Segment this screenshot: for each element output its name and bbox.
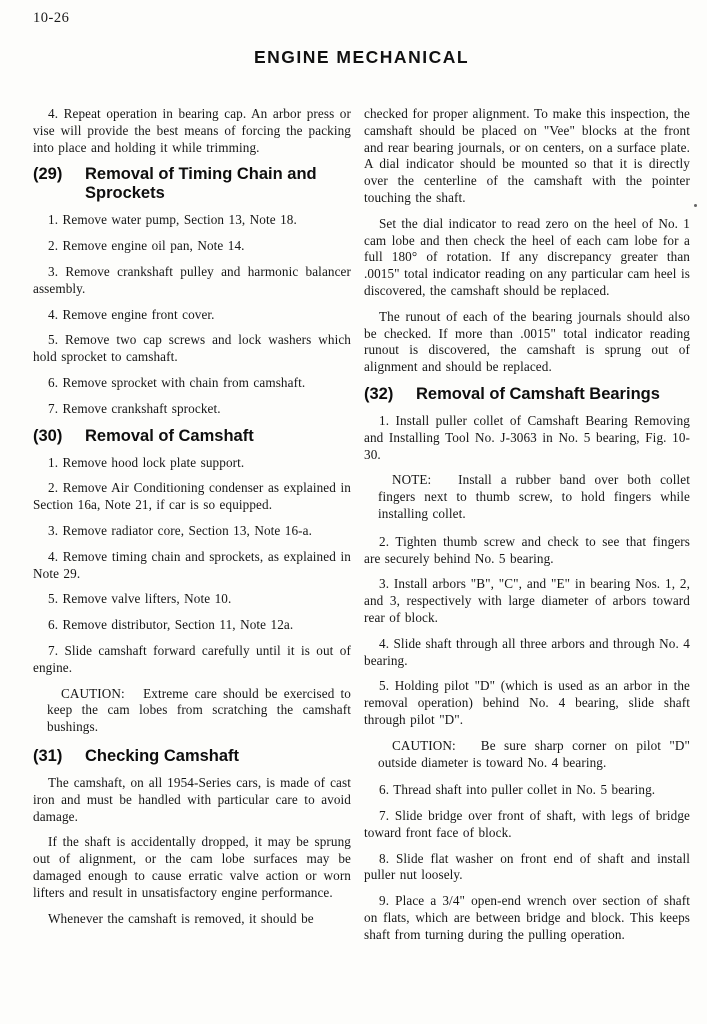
list-item: 7. Remove crankshaft sprocket. bbox=[48, 400, 221, 416]
list-item: 3. Install arbors "B", "C", and "E" in bearing Nos. 1, 2, and 3, respectively with large diameter of arbors toward rear of block. bbox=[364, 576, 690, 625]
paragraph: If the shaft is accidentally dropped, it may be sprung out of alignment, or the cam lobe surfaces may be damaged enough to cause erratic valve action or worn lifters and result in unsatisfactory engine performance. bbox=[33, 834, 351, 900]
two-column-layout bbox=[33, 106, 690, 953]
section-number: (31) bbox=[33, 746, 63, 765]
list-item: 6. Remove distributor, Section 11, Note 12a. bbox=[48, 617, 294, 633]
section-title: Checking Camshaft bbox=[85, 746, 240, 765]
section-heading-31 bbox=[33, 747, 351, 766]
list-item: 1. Remove water pump, Section 13, Note 18. bbox=[48, 212, 297, 228]
list-item: 4. Slide shaft through all three arbors and through No. 4 bearing. bbox=[364, 635, 690, 668]
paragraph: Set the dial indicator to read zero on the heel of No. 1 cam lobe and then check the heel of each cam lobe for a full 180° of rotation. If any discrepancy greater than .0015" total indicator reading on any particular cam heel is discovered, the camshaft should be replaced. bbox=[364, 215, 690, 298]
right-column bbox=[364, 106, 690, 953]
section-number: (32) bbox=[364, 384, 394, 403]
list-item: 7. Slide bridge over front of shaft, with legs of bridge toward front face of block. bbox=[364, 808, 690, 840]
section-heading-30 bbox=[33, 427, 351, 446]
list-item: 9. Place a 3/4" open-end wrench over section of shaft on flats, which are between bridge and block. This keeps shaft from turning during the pulling operation. bbox=[364, 893, 690, 942]
list-item: 2. Tighten thumb screw and check to see that fingers are securely behind No. 5 bearing. bbox=[364, 533, 690, 566]
section-heading-29 bbox=[33, 165, 351, 203]
list-item: 1. Remove hood lock plate support. bbox=[48, 454, 245, 470]
caution-note: CAUTION: Be sure sharp corner on pilot "D" outside diameter is toward No. 4 bearing. bbox=[378, 737, 690, 770]
list-item: 3. Remove radiator core, Section 13, Note 16-a. bbox=[48, 522, 313, 538]
section-title: Removal of Camshaft Bearings bbox=[416, 384, 660, 403]
section-number: (30) bbox=[33, 426, 63, 445]
list-item: 4. Remove engine front cover. bbox=[48, 306, 215, 322]
page-title: ENGINE MECHANICAL bbox=[253, 47, 470, 67]
list-item: 1. Install puller collet of Camshaft Bearing Removing and Installing Tool No. J-3063 in No. 5 bearing, Fig. 10-30. bbox=[364, 412, 690, 462]
paragraph-continuation: checked for proper alignment. To make this inspection, the camshaft should be placed on "Vee" blocks at the front and rear bearing journals, or on centers, on a surface plate. A dial indicator should be mounted so that it is directly over the centerline of the camshaft with the pointer touching the shaft. bbox=[364, 106, 690, 205]
list-item: 5. Remove two cap screws and lock washers which hold sprocket to camshaft. bbox=[33, 332, 351, 365]
note-block: NOTE: Install a rubber band over both collet fingers next to thumb screw, to hold fingers while installing collet. bbox=[378, 472, 690, 521]
left-column bbox=[33, 106, 351, 953]
paragraph: The camshaft, on all 1954-Series cars, is made of cast iron and must be handled with particular care to avoid damage. bbox=[33, 774, 351, 824]
paragraph: The runout of each of the bearing journals should also be checked. If more than .0015" total indicator reading runout is discovered, the camshaft is sprung out of alignment and should be replaced. bbox=[364, 308, 690, 375]
list-item: 5. Holding pilot "D" (which is used as an arbor in the removal operation) behind No. 4 bearing, slide shaft through pilot "D". bbox=[364, 678, 690, 727]
paragraph: 4. Repeat operation in bearing cap. An arbor press or vise will provide the best means of forcing the packing into place and holding it while trimming. bbox=[33, 106, 351, 155]
section-number: (29) bbox=[33, 165, 63, 184]
list-item: 3. Remove crankshaft pulley and harmonic balancer assembly. bbox=[33, 263, 351, 296]
list-item: 6. Thread shaft into puller collet in No. 5 bearing. bbox=[379, 782, 656, 798]
scan-artifact-dot bbox=[694, 204, 697, 207]
paragraph: Whenever the camshaft is removed, it should be bbox=[48, 910, 314, 926]
section-heading-32 bbox=[364, 385, 690, 404]
list-item: 5. Remove valve lifters, Note 10. bbox=[48, 591, 232, 607]
list-item: 6. Remove sprocket with chain from camshaft. bbox=[48, 374, 306, 390]
list-item: 2. Remove engine oil pan, Note 14. bbox=[48, 238, 245, 254]
page-number: 10-26 bbox=[33, 10, 70, 26]
section-title: Removal of Camshaft bbox=[85, 426, 254, 445]
section-title: Removal of Timing Chain and Sprockets bbox=[85, 165, 317, 203]
list-item: 2. Remove Air Conditioning condenser as explained in Section 16a, Note 21, if car is so equipped. bbox=[33, 480, 351, 513]
list-item: 7. Slide camshaft forward carefully until it is out of engine. bbox=[33, 642, 351, 675]
caution-note: CAUTION: Extreme care should be exercised to keep the cam lobes from scratching the camshaft bushings. bbox=[47, 685, 351, 735]
list-item: 4. Remove timing chain and sprockets, as explained in Note 29. bbox=[33, 548, 351, 581]
list-item: 8. Slide flat washer on front end of shaft and install puller nut loosely. bbox=[364, 850, 690, 883]
